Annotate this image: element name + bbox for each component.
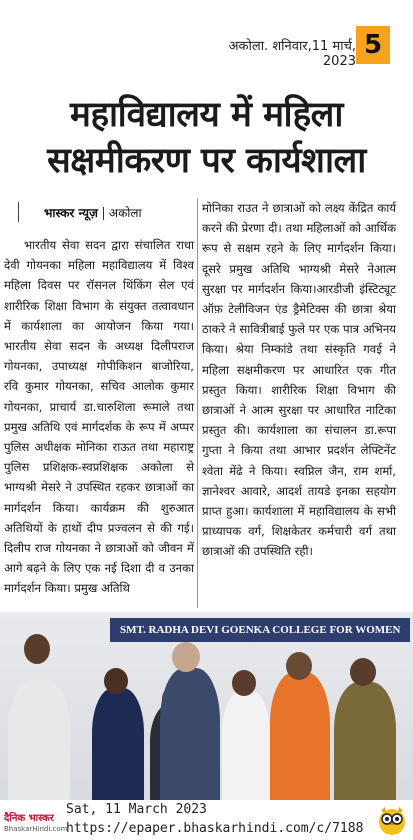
photo-figure-head bbox=[24, 634, 50, 664]
footer-date: Sat, 11 March 2023 bbox=[66, 802, 207, 817]
photo-figure-head bbox=[232, 670, 256, 696]
byline bbox=[44, 204, 142, 221]
photo-figure bbox=[160, 668, 220, 800]
photo-figure-head bbox=[104, 668, 128, 694]
event-photo bbox=[0, 612, 413, 800]
photo-figure bbox=[8, 680, 70, 800]
article-column-left: भारतीय सेवा सदन द्वारा संचालित राधा देवी गोयनका महिला महाविद्यालय में विश्व महिला दिवस पर रॉसनल थिंकिंग सेल एवं शारीरिक शिक्षा विभाग के संयुक्त तत्वावधान में कार्यशाला का आयोजन किया गया। भारतीय सेवा सदन के अध्यक्ष दिलीपराज गोयनका, उपाध्यक्ष गोपीकिशन बाजोरिया, रवि कुमार गोयनका, सचिव आलोक कुमार गोयनका, प्राचार्य डा.चारुशिला रूमाले तथा प्रमुख अतिथि एवं मार्गदर्शक के रूप में अप्पर पुलिस अधीक्षक मोनिका राऊत तथा महाराष्ट्र पुलिस प्रशिक्षक-स्वप्रशिक्षक अकोला से भाग्यश्री मेसरे ने उपस्थित रहकर छात्राओं का मार्गदर्शन किया। कार्यक्रम की शुरुआत अतिथियों के हाथों दीप प्रज्वलन से की गई। दिलीप राज गोयनका ने छात्राओं को जीवन में आगे बढ़ने के लिए एक नई दिशा दी व उनका मार्गदर्शन किया। प्रमुख अतिथि bbox=[4, 238, 194, 596]
byline-city: अकोला bbox=[108, 206, 142, 220]
photo-figure bbox=[92, 688, 144, 800]
photo-figure-head bbox=[350, 658, 376, 686]
photo-figure bbox=[270, 672, 330, 800]
footer bbox=[0, 800, 413, 840]
footer-url[interactable]: https://epaper.bhaskarhindi.com/c/7188 bbox=[66, 821, 364, 836]
owl-icon[interactable] bbox=[376, 804, 408, 836]
photo-banner: SMT. RADHA DEVI GOENKA COLLEGE FOR WOMEN bbox=[110, 618, 410, 642]
article-column-right: मोनिका राउत ने छात्राओं को लक्ष्य केंद्रित कार्य करने की प्रेरणा दी। तथा महिलाओं को आर्थिक रूप से सक्षम रहने के लिए मार्गदर्शन किया। दूसरे प्रमुख अतिथि भाग्यश्री मेसरे नेआत्म सुरक्षा पर मार्गदर्शन किया।आरडीजी इंस्टिट्यूट ऑफ़ टेलीविजन एंड ड्रैमेटिक्स की छात्रा श्रेया ठाकरे ने सावित्रीबाई फुले पर एक पात्र अभिनय किया। श्रेया निम्कांडे तथा संस्कृति गवई ने महिला सक्षमीकरण पर आधारित एक गीत प्रस्तुत किया। शारीरिक शिक्षा विभाग की छात्राओं ने आत्म सुरक्षा पर आधारित नाटिका प्रस्तुत की। कार्यशाला का संचालन डा.रूपा गुप्ता ने किया तथा आभार प्रदर्शन लेफ्टिनेंट श्वेता मेंढे ने किया। स्वप्निल जैन, राम शर्मा, ज्ञानेश्वर आवारे, आदर्श तायडे इनका सहयोग प्राप्त हुआ। कार्यशाला में महाविद्यालय के सभी प्राध्यापक वर्ग, शिक्षकेतर कर्मचारी वर्ग तथा छात्राओं की उपस्थिति रही। bbox=[202, 201, 396, 559]
page-number: 5 bbox=[356, 26, 390, 64]
logo-subtext: BhaskarHindi.com bbox=[4, 825, 68, 833]
byline-source: भास्कर न्यूज़ bbox=[44, 206, 98, 220]
byline-rule bbox=[18, 202, 19, 222]
byline-separator bbox=[103, 207, 104, 220]
logo-text: दैनिक भास्कर bbox=[4, 813, 54, 824]
bhaskar-logo bbox=[4, 806, 66, 834]
dateline: अकोला. शनिवार,11 मार्च, 2023 bbox=[228, 39, 356, 69]
photo-figure bbox=[334, 682, 396, 800]
photo-figure-head bbox=[172, 642, 200, 672]
photo-figure bbox=[222, 690, 270, 800]
photo-figure-head bbox=[286, 652, 312, 680]
headline: महाविद्यालय में महिला सक्षमीकरण पर कार्यशाला bbox=[47, 95, 366, 181]
column-divider bbox=[197, 198, 198, 608]
